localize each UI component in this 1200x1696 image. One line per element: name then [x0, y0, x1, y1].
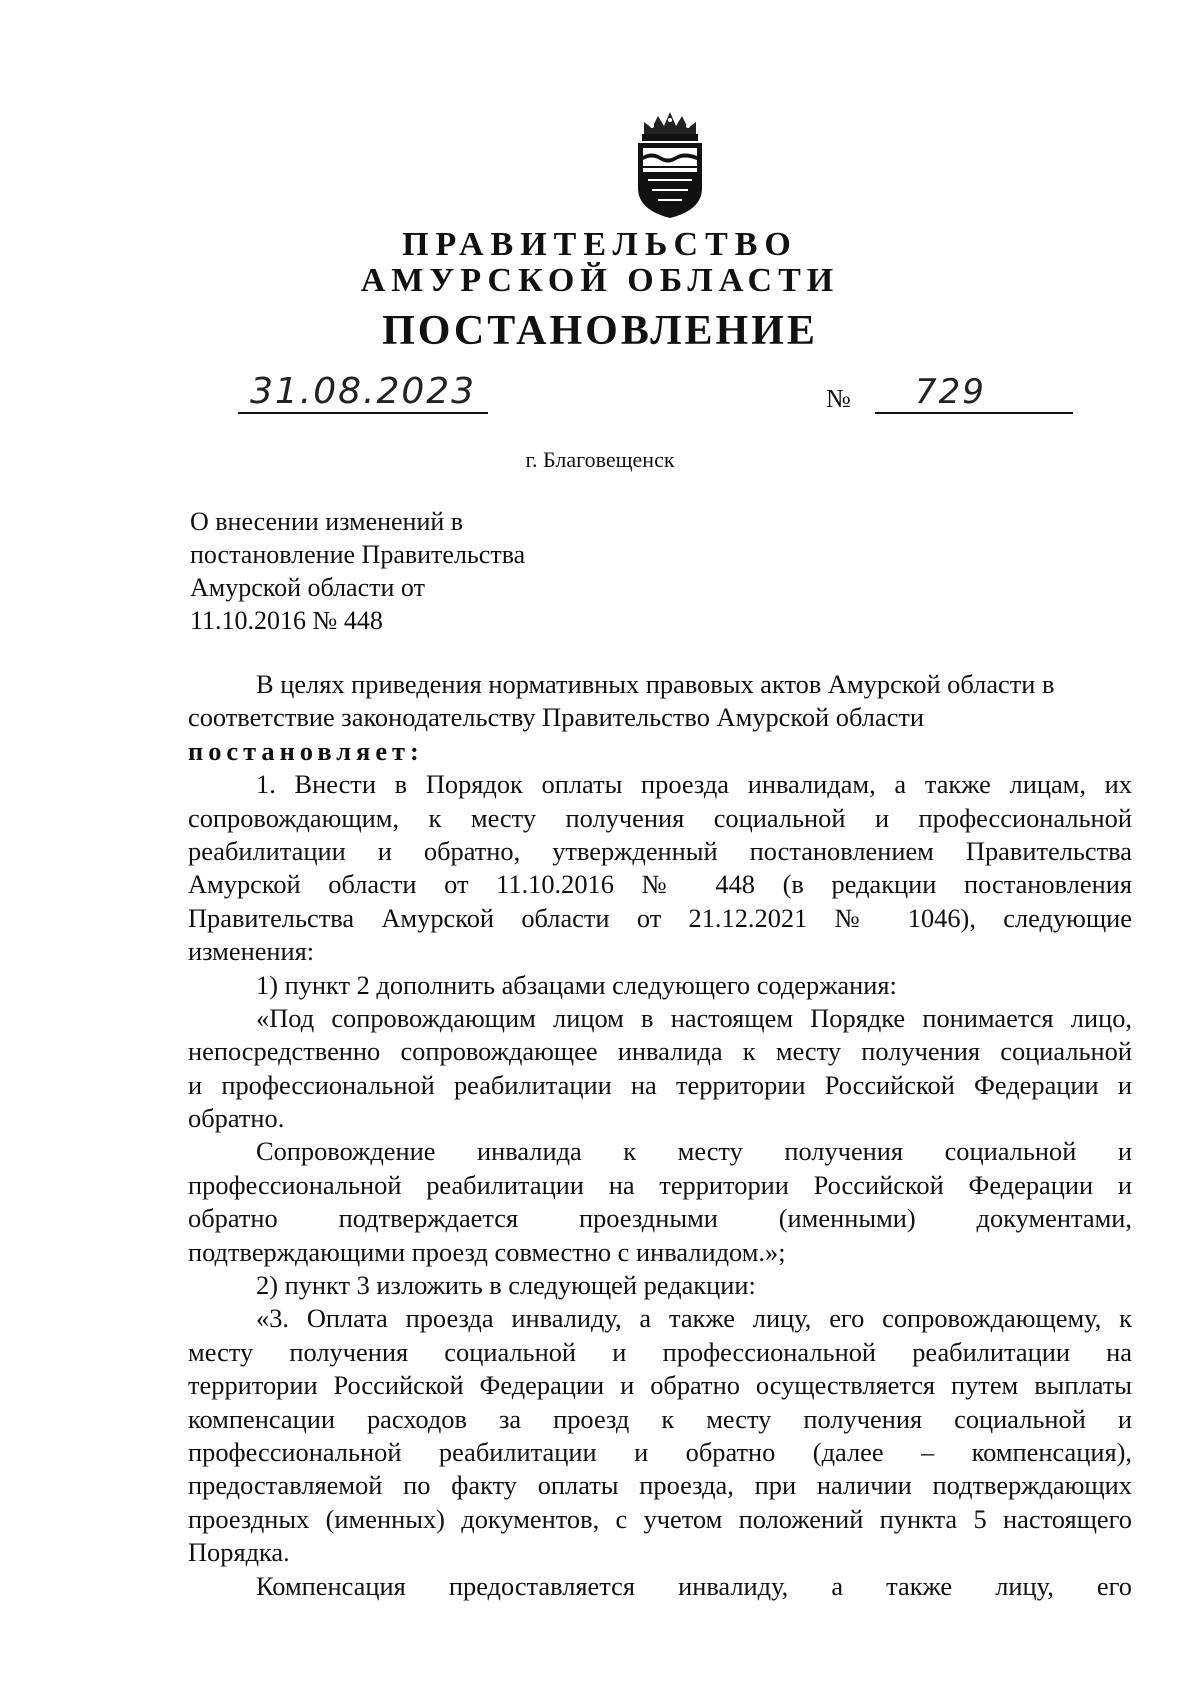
body-line: непосредственно сопровождающее инвалида к месту получения социальной: [188, 1036, 1132, 1067]
government-name-line1: ПРАВИТЕЛЬСТВО: [402, 226, 798, 263]
body-line: Сопровождение инвалида к месту получения социальной и: [256, 1136, 1132, 1167]
body-line: территории Российской Федерации и обратно осуществляется путем выплаты: [188, 1370, 1132, 1401]
document-body: [188, 668, 1132, 1603]
body-line: сопровождающим, к месту получения социальной и профессиональной: [188, 802, 1132, 833]
body-line: Правительства Амурской области от 21.12.2021 № 1046), следующие: [188, 902, 1132, 933]
subject-line: О внесении изменений в: [190, 507, 464, 536]
subject-line: Амурской области от: [190, 573, 425, 602]
body-line: постановляет:: [188, 735, 424, 766]
government-name-line2: АМУРСКОЙ ОБЛАСТИ: [360, 262, 840, 299]
document-number: 729: [875, 372, 1073, 414]
body-line: Порядка.: [188, 1537, 290, 1568]
body-line: Компенсация предоставляется инвалиду, а также лицу, его: [256, 1570, 1132, 1601]
document-subject: [190, 505, 525, 637]
body-line: и профессиональной реабилитации на территории Российской Федерации и: [188, 1069, 1132, 1100]
body-line: профессиональной реабилитации и обратно (далее – компенсация),: [188, 1436, 1132, 1467]
city-name: г. Благовещенск: [525, 447, 675, 472]
body-line: соответствие законодательству Правительство Амурской области: [188, 702, 924, 733]
subject-line: постановление Правительства: [190, 540, 526, 569]
body-line: В целях приведения нормативных правовых актов Амурской области в: [256, 669, 1055, 699]
body-line: реабилитации и обратно, утвержденный постановлением Правительства: [188, 835, 1132, 866]
body-line: 2) пункт 3 изложить в следующей редакции:: [256, 1270, 756, 1301]
body-line: профессиональной реабилитации на территории Российской Федерации и: [188, 1169, 1132, 1200]
body-line: компенсации расходов за проезд к месту получения социальной и: [188, 1403, 1132, 1434]
body-line: обратно подтверждается проездными (именными) документами,: [188, 1203, 1132, 1234]
subject-line: 11.10.2016 № 448: [190, 606, 383, 635]
coat-of-arms-emblem: [630, 110, 710, 220]
body-line: «Под сопровождающим лицом в настоящем Порядке понимается лицо,: [256, 1002, 1132, 1033]
body-line: предоставляемой по факту оплаты проезда, при наличии подтверждающих: [188, 1470, 1132, 1501]
number-label: №: [826, 384, 851, 413]
body-line: изменения:: [188, 936, 315, 967]
body-line: обратно.: [188, 1103, 285, 1134]
document-date: 31.08.2023: [238, 372, 488, 414]
body-line: проездных (именных) документов, с учетом положений пункта 5 настоящего: [188, 1503, 1132, 1534]
body-line: 1) пункт 2 дополнить абзацами следующего содержания:: [256, 969, 897, 1000]
body-line: подтверждающими проезд совместно с инвалидом.»;: [188, 1236, 786, 1267]
body-line: «3. Оплата проезда инвалиду, а также лицу, его сопровождающему, к: [256, 1303, 1132, 1334]
document-type-title: ПОСТАНОВЛЕНИЕ: [382, 308, 818, 354]
body-line: 1. Внести в Порядок оплаты проезда инвалидам, а также лицам, их: [256, 769, 1132, 800]
body-line: месту получения социальной и профессиональной реабилитации на: [188, 1336, 1132, 1367]
body-line: Амурской области от 11.10.2016 № 448 (в редакции постановления: [188, 869, 1132, 900]
